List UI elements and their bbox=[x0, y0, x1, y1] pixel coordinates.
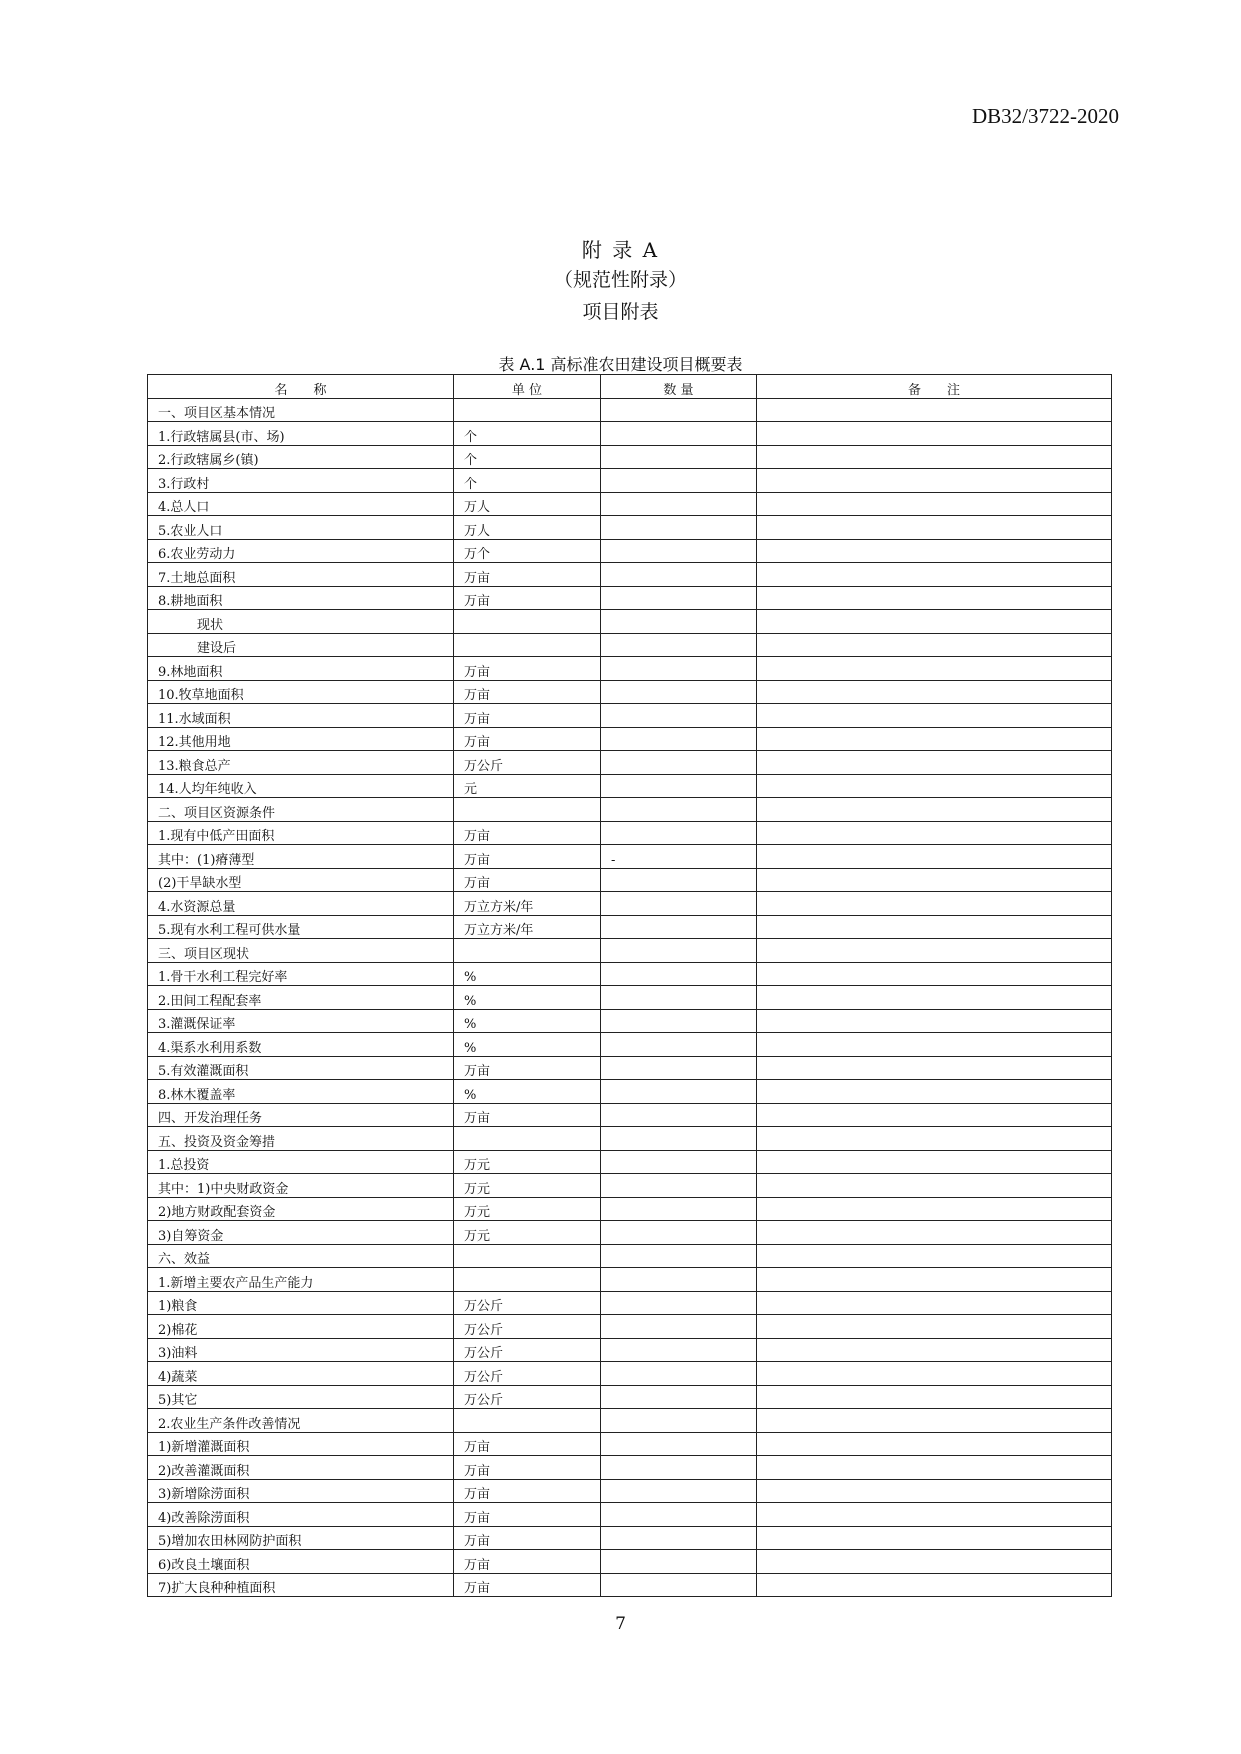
row-remarks-cell bbox=[757, 1573, 1112, 1597]
row-remarks-cell bbox=[757, 1503, 1112, 1527]
row-unit-cell: 万公斤 bbox=[454, 1338, 601, 1362]
row-quantity-cell bbox=[601, 1080, 757, 1104]
row-unit-cell: 个 bbox=[454, 469, 601, 493]
row-name-cell: 6)改良土壤面积 bbox=[148, 1550, 454, 1574]
table-row bbox=[148, 398, 1112, 422]
row-remarks-cell bbox=[757, 1009, 1112, 1033]
row-quantity-cell bbox=[601, 1503, 757, 1527]
row-name-cell: 1.现有中低产田面积 bbox=[148, 821, 454, 845]
row-quantity-cell bbox=[601, 1526, 757, 1550]
row-quantity-cell bbox=[601, 1150, 757, 1174]
row-unit-cell: % bbox=[454, 986, 601, 1010]
row-unit-cell: 万元 bbox=[454, 1150, 601, 1174]
row-unit-cell: % bbox=[454, 1080, 601, 1104]
row-quantity-cell bbox=[601, 1385, 757, 1409]
row-quantity-cell bbox=[601, 539, 757, 563]
row-quantity-cell bbox=[601, 1221, 757, 1245]
table-row bbox=[148, 1550, 1112, 1574]
row-name-cell: 13.粮食总产 bbox=[148, 751, 454, 775]
row-unit-cell: 万人 bbox=[454, 516, 601, 540]
table-row bbox=[148, 1479, 1112, 1503]
row-remarks-cell bbox=[757, 962, 1112, 986]
row-unit-cell bbox=[454, 939, 601, 963]
row-remarks-cell bbox=[757, 610, 1112, 634]
row-remarks-cell bbox=[757, 1174, 1112, 1198]
appendix-title: 附 录 A bbox=[581, 238, 660, 262]
row-quantity-cell bbox=[601, 915, 757, 939]
row-unit-cell: 万公斤 bbox=[454, 1385, 601, 1409]
row-unit-cell: 万亩 bbox=[454, 1526, 601, 1550]
row-remarks-cell bbox=[757, 1033, 1112, 1057]
table-row bbox=[148, 1056, 1112, 1080]
row-unit-cell: 万亩 bbox=[454, 657, 601, 681]
row-name-cell: 1.行政辖属县(市、场) bbox=[148, 422, 454, 446]
table-row bbox=[148, 1080, 1112, 1104]
row-quantity-cell bbox=[601, 1174, 757, 1198]
row-name-cell: 8.耕地面积 bbox=[148, 586, 454, 610]
row-name-cell: 14.人均年纯收入 bbox=[148, 774, 454, 798]
row-name-cell: 1.新增主要农产品生产能力 bbox=[148, 1268, 454, 1292]
row-quantity-cell bbox=[601, 1244, 757, 1268]
row-quantity-cell bbox=[601, 751, 757, 775]
row-name-cell: 一、项目区基本情况 bbox=[148, 398, 454, 422]
row-name-cell: 12.其他用地 bbox=[148, 727, 454, 751]
row-unit-cell bbox=[454, 798, 601, 822]
row-remarks-cell bbox=[757, 422, 1112, 446]
row-remarks-cell bbox=[757, 939, 1112, 963]
row-remarks-cell bbox=[757, 516, 1112, 540]
row-name-cell: 4.水资源总量 bbox=[148, 892, 454, 916]
row-quantity-cell bbox=[601, 1056, 757, 1080]
row-quantity-cell bbox=[601, 962, 757, 986]
table-row bbox=[148, 1338, 1112, 1362]
row-name-cell: 建设后 bbox=[148, 633, 454, 657]
document-code: DB32/3722-2020 bbox=[972, 104, 1119, 128]
table-row bbox=[148, 633, 1112, 657]
row-unit-cell: 万亩 bbox=[454, 1432, 601, 1456]
row-unit-cell: % bbox=[454, 1033, 601, 1057]
row-name-cell: (2)干旱缺水型 bbox=[148, 868, 454, 892]
table-row bbox=[148, 445, 1112, 469]
row-remarks-cell bbox=[757, 633, 1112, 657]
table-row bbox=[148, 610, 1112, 634]
row-name-cell: 2.行政辖属乡(镇) bbox=[148, 445, 454, 469]
row-name-cell: 5.现有水利工程可供水量 bbox=[148, 915, 454, 939]
row-remarks-cell bbox=[757, 1315, 1112, 1339]
row-name-cell: 五、投资及资金筹措 bbox=[148, 1127, 454, 1151]
row-quantity-cell bbox=[601, 1432, 757, 1456]
row-remarks-cell bbox=[757, 563, 1112, 587]
table-row bbox=[148, 1409, 1112, 1433]
row-quantity-cell bbox=[601, 821, 757, 845]
row-name-cell: 4)蔬菜 bbox=[148, 1362, 454, 1386]
table-row bbox=[148, 492, 1112, 516]
table-row bbox=[148, 422, 1112, 446]
table-row bbox=[148, 1432, 1112, 1456]
row-quantity-cell bbox=[601, 1197, 757, 1221]
row-remarks-cell bbox=[757, 1526, 1112, 1550]
appendix-type: （规范性附录） bbox=[553, 269, 687, 291]
row-name-cell: 4.总人口 bbox=[148, 492, 454, 516]
row-remarks-cell bbox=[757, 1244, 1112, 1268]
row-unit-cell: 个 bbox=[454, 445, 601, 469]
row-name-cell: 4.渠系水利用系数 bbox=[148, 1033, 454, 1057]
row-name-cell: 2)改善灌溉面积 bbox=[148, 1456, 454, 1480]
table-row bbox=[148, 1385, 1112, 1409]
row-unit-cell bbox=[454, 1127, 601, 1151]
row-name-cell: 其中：(1)瘠薄型 bbox=[148, 845, 454, 869]
row-name-cell: 1.总投资 bbox=[148, 1150, 454, 1174]
row-quantity-cell bbox=[601, 1479, 757, 1503]
row-unit-cell: 万元 bbox=[454, 1221, 601, 1245]
row-quantity-cell bbox=[601, 1291, 757, 1315]
row-remarks-cell bbox=[757, 1221, 1112, 1245]
table-row bbox=[148, 1268, 1112, 1292]
row-remarks-cell bbox=[757, 868, 1112, 892]
table-row bbox=[148, 845, 1112, 869]
row-remarks-cell bbox=[757, 915, 1112, 939]
row-unit-cell: 万亩 bbox=[454, 563, 601, 587]
table-row bbox=[148, 727, 1112, 751]
row-unit-cell bbox=[454, 1268, 601, 1292]
row-quantity-cell bbox=[601, 1009, 757, 1033]
table-row bbox=[148, 1291, 1112, 1315]
row-remarks-cell bbox=[757, 821, 1112, 845]
table-row bbox=[148, 586, 1112, 610]
row-name-cell: 7.土地总面积 bbox=[148, 563, 454, 587]
row-remarks-cell bbox=[757, 586, 1112, 610]
table-row bbox=[148, 751, 1112, 775]
row-quantity-cell bbox=[601, 774, 757, 798]
row-remarks-cell bbox=[757, 657, 1112, 681]
row-remarks-cell bbox=[757, 774, 1112, 798]
row-remarks-cell bbox=[757, 1432, 1112, 1456]
row-quantity-cell bbox=[601, 563, 757, 587]
row-unit-cell: 万亩 bbox=[454, 704, 601, 728]
row-name-cell: 其中：1)中央财政资金 bbox=[148, 1174, 454, 1198]
table-row bbox=[148, 1526, 1112, 1550]
row-quantity-cell bbox=[601, 492, 757, 516]
row-quantity-cell bbox=[601, 516, 757, 540]
table-row bbox=[148, 1573, 1112, 1597]
row-unit-cell: 万公斤 bbox=[454, 1291, 601, 1315]
row-name-cell: 6.农业劳动力 bbox=[148, 539, 454, 563]
header-quantity: 数 量 bbox=[601, 375, 757, 399]
row-remarks-cell bbox=[757, 1291, 1112, 1315]
row-name-cell: 3)新增除涝面积 bbox=[148, 1479, 454, 1503]
row-unit-cell: 万人 bbox=[454, 492, 601, 516]
row-quantity-cell bbox=[601, 469, 757, 493]
row-name-cell: 9.林地面积 bbox=[148, 657, 454, 681]
row-quantity-cell bbox=[601, 1456, 757, 1480]
table-row bbox=[148, 892, 1112, 916]
row-quantity-cell bbox=[601, 1127, 757, 1151]
row-quantity-cell bbox=[601, 868, 757, 892]
row-remarks-cell bbox=[757, 1080, 1112, 1104]
table-row bbox=[148, 680, 1112, 704]
row-name-cell: 现状 bbox=[148, 610, 454, 634]
table-row bbox=[148, 1503, 1112, 1527]
row-name-cell: 六、效益 bbox=[148, 1244, 454, 1268]
row-unit-cell: 个 bbox=[454, 422, 601, 446]
table-row bbox=[148, 939, 1112, 963]
row-quantity-cell bbox=[601, 1338, 757, 1362]
row-unit-cell: 万立方米/年 bbox=[454, 915, 601, 939]
row-name-cell: 三、项目区现状 bbox=[148, 939, 454, 963]
row-unit-cell: 万元 bbox=[454, 1197, 601, 1221]
row-remarks-cell bbox=[757, 1409, 1112, 1433]
table-row bbox=[148, 774, 1112, 798]
row-remarks-cell bbox=[757, 1127, 1112, 1151]
row-remarks-cell bbox=[757, 1150, 1112, 1174]
row-quantity-cell bbox=[601, 610, 757, 634]
row-quantity-cell: - bbox=[601, 845, 757, 869]
row-unit-cell: 万亩 bbox=[454, 1503, 601, 1527]
row-quantity-cell bbox=[601, 586, 757, 610]
row-quantity-cell bbox=[601, 939, 757, 963]
row-unit-cell: 万亩 bbox=[454, 1550, 601, 1574]
row-remarks-cell bbox=[757, 492, 1112, 516]
table-row bbox=[148, 962, 1112, 986]
row-remarks-cell bbox=[757, 1197, 1112, 1221]
table-row bbox=[148, 1103, 1112, 1127]
appendix-subject: 项目附表 bbox=[582, 301, 659, 323]
row-name-cell: 3)自筹资金 bbox=[148, 1221, 454, 1245]
table-row bbox=[148, 1150, 1112, 1174]
row-name-cell: 1)新增灌溉面积 bbox=[148, 1432, 454, 1456]
row-remarks-cell bbox=[757, 1385, 1112, 1409]
page-number: 7 bbox=[615, 1614, 626, 1634]
row-remarks-cell bbox=[757, 751, 1112, 775]
table-row bbox=[148, 1033, 1112, 1057]
header-name: 名 称 bbox=[148, 375, 454, 399]
row-unit-cell: 万亩 bbox=[454, 1573, 601, 1597]
row-remarks-cell bbox=[757, 445, 1112, 469]
row-remarks-cell bbox=[757, 1456, 1112, 1480]
row-name-cell: 5)其它 bbox=[148, 1385, 454, 1409]
table-row bbox=[148, 1197, 1112, 1221]
row-unit-cell bbox=[454, 633, 601, 657]
row-remarks-cell bbox=[757, 845, 1112, 869]
row-name-cell: 3)油料 bbox=[148, 1338, 454, 1362]
row-quantity-cell bbox=[601, 1573, 757, 1597]
row-unit-cell: % bbox=[454, 962, 601, 986]
row-remarks-cell bbox=[757, 398, 1112, 422]
row-remarks-cell bbox=[757, 1056, 1112, 1080]
table-row bbox=[148, 469, 1112, 493]
row-unit-cell: 万亩 bbox=[454, 680, 601, 704]
row-unit-cell: 万亩 bbox=[454, 727, 601, 751]
row-quantity-cell bbox=[601, 1103, 757, 1127]
row-name-cell: 四、开发治理任务 bbox=[148, 1103, 454, 1127]
row-unit-cell: 万亩 bbox=[454, 1056, 601, 1080]
table-row bbox=[148, 1009, 1112, 1033]
row-unit-cell: % bbox=[454, 1009, 601, 1033]
row-unit-cell: 万公斤 bbox=[454, 1362, 601, 1386]
row-unit-cell: 万公斤 bbox=[454, 751, 601, 775]
row-quantity-cell bbox=[601, 986, 757, 1010]
table-row bbox=[148, 1244, 1112, 1268]
row-name-cell: 3.灌溉保证率 bbox=[148, 1009, 454, 1033]
row-unit-cell: 万亩 bbox=[454, 1103, 601, 1127]
row-remarks-cell bbox=[757, 727, 1112, 751]
row-remarks-cell bbox=[757, 1338, 1112, 1362]
row-remarks-cell bbox=[757, 892, 1112, 916]
row-remarks-cell bbox=[757, 704, 1112, 728]
row-quantity-cell bbox=[601, 657, 757, 681]
table-header-row bbox=[148, 375, 1112, 399]
row-unit-cell: 万公斤 bbox=[454, 1315, 601, 1339]
row-name-cell: 7)扩大良种种植面积 bbox=[148, 1573, 454, 1597]
row-quantity-cell bbox=[601, 1362, 757, 1386]
row-unit-cell: 万立方米/年 bbox=[454, 892, 601, 916]
row-quantity-cell bbox=[601, 633, 757, 657]
row-remarks-cell bbox=[757, 680, 1112, 704]
row-name-cell: 1.骨干水利工程完好率 bbox=[148, 962, 454, 986]
row-remarks-cell bbox=[757, 1479, 1112, 1503]
row-unit-cell: 元 bbox=[454, 774, 601, 798]
row-unit-cell bbox=[454, 1244, 601, 1268]
row-remarks-cell bbox=[757, 1550, 1112, 1574]
table-row bbox=[148, 821, 1112, 845]
row-quantity-cell bbox=[601, 892, 757, 916]
row-quantity-cell bbox=[601, 398, 757, 422]
row-unit-cell bbox=[454, 1409, 601, 1433]
table-row bbox=[148, 1127, 1112, 1151]
row-unit-cell: 万亩 bbox=[454, 821, 601, 845]
row-quantity-cell bbox=[601, 704, 757, 728]
row-remarks-cell bbox=[757, 1268, 1112, 1292]
table-row bbox=[148, 657, 1112, 681]
row-remarks-cell bbox=[757, 539, 1112, 563]
row-unit-cell bbox=[454, 398, 601, 422]
row-quantity-cell bbox=[601, 798, 757, 822]
table-row bbox=[148, 1456, 1112, 1480]
project-summary-table bbox=[147, 374, 1112, 1597]
row-quantity-cell bbox=[601, 1409, 757, 1433]
row-quantity-cell bbox=[601, 1268, 757, 1292]
row-remarks-cell bbox=[757, 798, 1112, 822]
table-row bbox=[148, 868, 1112, 892]
table-row bbox=[148, 798, 1112, 822]
row-unit-cell: 万亩 bbox=[454, 586, 601, 610]
row-unit-cell: 万亩 bbox=[454, 845, 601, 869]
row-unit-cell: 万元 bbox=[454, 1174, 601, 1198]
row-name-cell: 10.牧草地面积 bbox=[148, 680, 454, 704]
row-quantity-cell bbox=[601, 1033, 757, 1057]
row-name-cell: 1)粮食 bbox=[148, 1291, 454, 1315]
table-row bbox=[148, 915, 1112, 939]
row-name-cell: 2)地方财政配套资金 bbox=[148, 1197, 454, 1221]
row-remarks-cell bbox=[757, 1103, 1112, 1127]
row-quantity-cell bbox=[601, 1550, 757, 1574]
table-row bbox=[148, 986, 1112, 1010]
table-caption: 表 A.1 高标准农田建设项目概要表 bbox=[498, 355, 743, 374]
row-name-cell: 2.农业生产条件改善情况 bbox=[148, 1409, 454, 1433]
row-quantity-cell bbox=[601, 727, 757, 751]
row-quantity-cell bbox=[601, 445, 757, 469]
row-name-cell: 5.有效灌溉面积 bbox=[148, 1056, 454, 1080]
row-unit-cell: 万亩 bbox=[454, 1456, 601, 1480]
row-remarks-cell bbox=[757, 986, 1112, 1010]
row-quantity-cell bbox=[601, 680, 757, 704]
header-unit: 单 位 bbox=[454, 375, 601, 399]
row-remarks-cell bbox=[757, 1362, 1112, 1386]
row-name-cell: 2)棉花 bbox=[148, 1315, 454, 1339]
table-row bbox=[148, 1362, 1112, 1386]
table-row bbox=[148, 516, 1112, 540]
table-row bbox=[148, 539, 1112, 563]
header-remarks: 备 注 bbox=[757, 375, 1112, 399]
row-name-cell: 5.农业人口 bbox=[148, 516, 454, 540]
row-name-cell: 8.林木覆盖率 bbox=[148, 1080, 454, 1104]
row-name-cell: 二、项目区资源条件 bbox=[148, 798, 454, 822]
table-row bbox=[148, 563, 1112, 587]
row-name-cell: 5)增加农田林网防护面积 bbox=[148, 1526, 454, 1550]
row-remarks-cell bbox=[757, 469, 1112, 493]
table-row bbox=[148, 1174, 1112, 1198]
row-unit-cell: 万亩 bbox=[454, 1479, 601, 1503]
row-unit-cell: 万亩 bbox=[454, 868, 601, 892]
row-quantity-cell bbox=[601, 422, 757, 446]
row-name-cell: 3.行政村 bbox=[148, 469, 454, 493]
table-row bbox=[148, 1221, 1112, 1245]
row-name-cell: 4)改善除涝面积 bbox=[148, 1503, 454, 1527]
table-row bbox=[148, 704, 1112, 728]
row-quantity-cell bbox=[601, 1315, 757, 1339]
table-row bbox=[148, 1315, 1112, 1339]
row-unit-cell: 万个 bbox=[454, 539, 601, 563]
row-name-cell: 2.田间工程配套率 bbox=[148, 986, 454, 1010]
row-name-cell: 11.水域面积 bbox=[148, 704, 454, 728]
row-unit-cell bbox=[454, 610, 601, 634]
